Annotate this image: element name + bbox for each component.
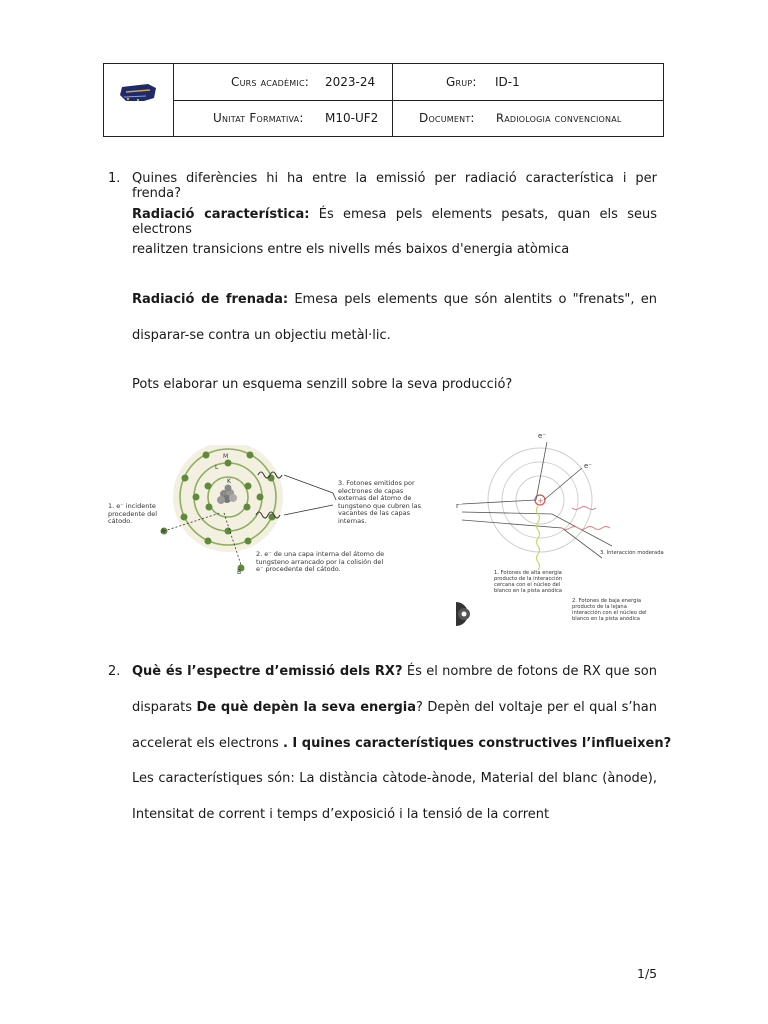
figure-left-label3: 3. Fotones emitidos por electrones de capas externas del átomo de tungsteno que cubren las vacantes de las capas internas. [338,480,422,525]
q2-question-a: Què és l’espectre d’emissió dels RX? [132,664,403,679]
figure-left-label2: 2. e⁻ de una capa interna del átomo de tungsteno arrancado por la colisión del e⁻ procedente del cátodo. [256,551,385,573]
shell-m-letter: M [223,453,229,460]
header-table [103,63,664,137]
curs-label: Curs acadèmic: [231,75,309,89]
q2-line1: Què és l’espectre d’emissió dels RX? És el nombre de fotons de RX que son [132,664,657,679]
q1-question: Quines diferències hi ha entre la emissió per radiació característica i per frenda? [132,171,657,201]
document-value: Radiologia convencional [496,111,622,125]
point-b-letter: B [237,569,242,576]
grup-label: Grup: [446,75,477,89]
figure-bremsstrahlung [452,428,676,640]
q1-number: 1. [108,171,121,186]
logo-icon [104,64,173,136]
frenada-title: Radiació de frenada: [132,292,289,307]
electron-top-label: e⁻ [538,432,547,440]
unitat-value: M10-UF2 [325,111,379,125]
document-label: Document: [419,111,475,125]
curs-value: 2023-24 [325,75,376,89]
page-number: 1/5 [637,966,658,981]
header-row-1 [173,64,663,101]
q1-caracteristica-line1: Radiació característica: És emesa pels elements pesats, quan els seus electrons [132,207,657,237]
point-a-letter: A [161,528,166,535]
q2-answer-line2: Intensitat de corrent i temps d’exposició i la tensió de la corrent [132,807,550,822]
electron-right-label: e⁻ [584,462,593,470]
q2-line3: accelerat els electrons . I quines característiques constructives l’influeixen? [132,736,672,751]
q1-frenada-line2: disparar-se contra un objectiu metàl·lic. [132,328,391,343]
figure-characteristic-radiation [108,445,424,585]
figure-right-label1: 1. Fotones de alta energía producto de la interacción cercana con el núcleo del blanco en la pista anódica [494,570,563,594]
grup-value: ID-1 [495,75,520,89]
unitat-label: Unitat Formativa: [213,111,304,125]
publisher-logo-icon [456,602,470,626]
electron-left-label: r⁻ [456,502,463,510]
q1-esquema: Pots elaborar un esquema senzill sobre la seva producció? [132,377,513,392]
shell-k-letter: K [227,478,231,485]
q2-number: 2. [108,664,121,679]
school-logo [104,64,174,136]
figure-right-label3: 3. Interacción moderada [600,550,664,556]
header-row-2 [173,100,663,136]
q2-question-b: De què depèn la seva energia [196,700,417,715]
svg-text:+: + [537,497,544,505]
q2-question-c: . I quines característiques constructives l’influeixen? [282,736,672,751]
q1-caracteristica-line2: realitzen transicions entre els nivells més baixos d'energia atòmica [132,242,570,257]
caracteristica-title: Radiació característica: [132,207,310,222]
shell-l-letter: L [215,464,219,471]
figure-right-label2: 2. Fotones de baja energía producto de la lejana interacción con el núcleo del blanco en la pista anódica [572,598,647,622]
q1-frenada-line1: Radiació de frenada: Emesa pels elements que són alentits o "frenats", en [132,292,657,307]
q2-answer-line1: Les característiques són: La distància càtode-ànode, Material del blanc (ànode), [132,771,657,786]
figure-left-label1: 1. e⁻ incidente procedente del cátodo. [108,503,157,525]
q2-line2: disparats De què depèn la seva energia? Depèn del voltaje per el qual s’han [132,700,657,715]
